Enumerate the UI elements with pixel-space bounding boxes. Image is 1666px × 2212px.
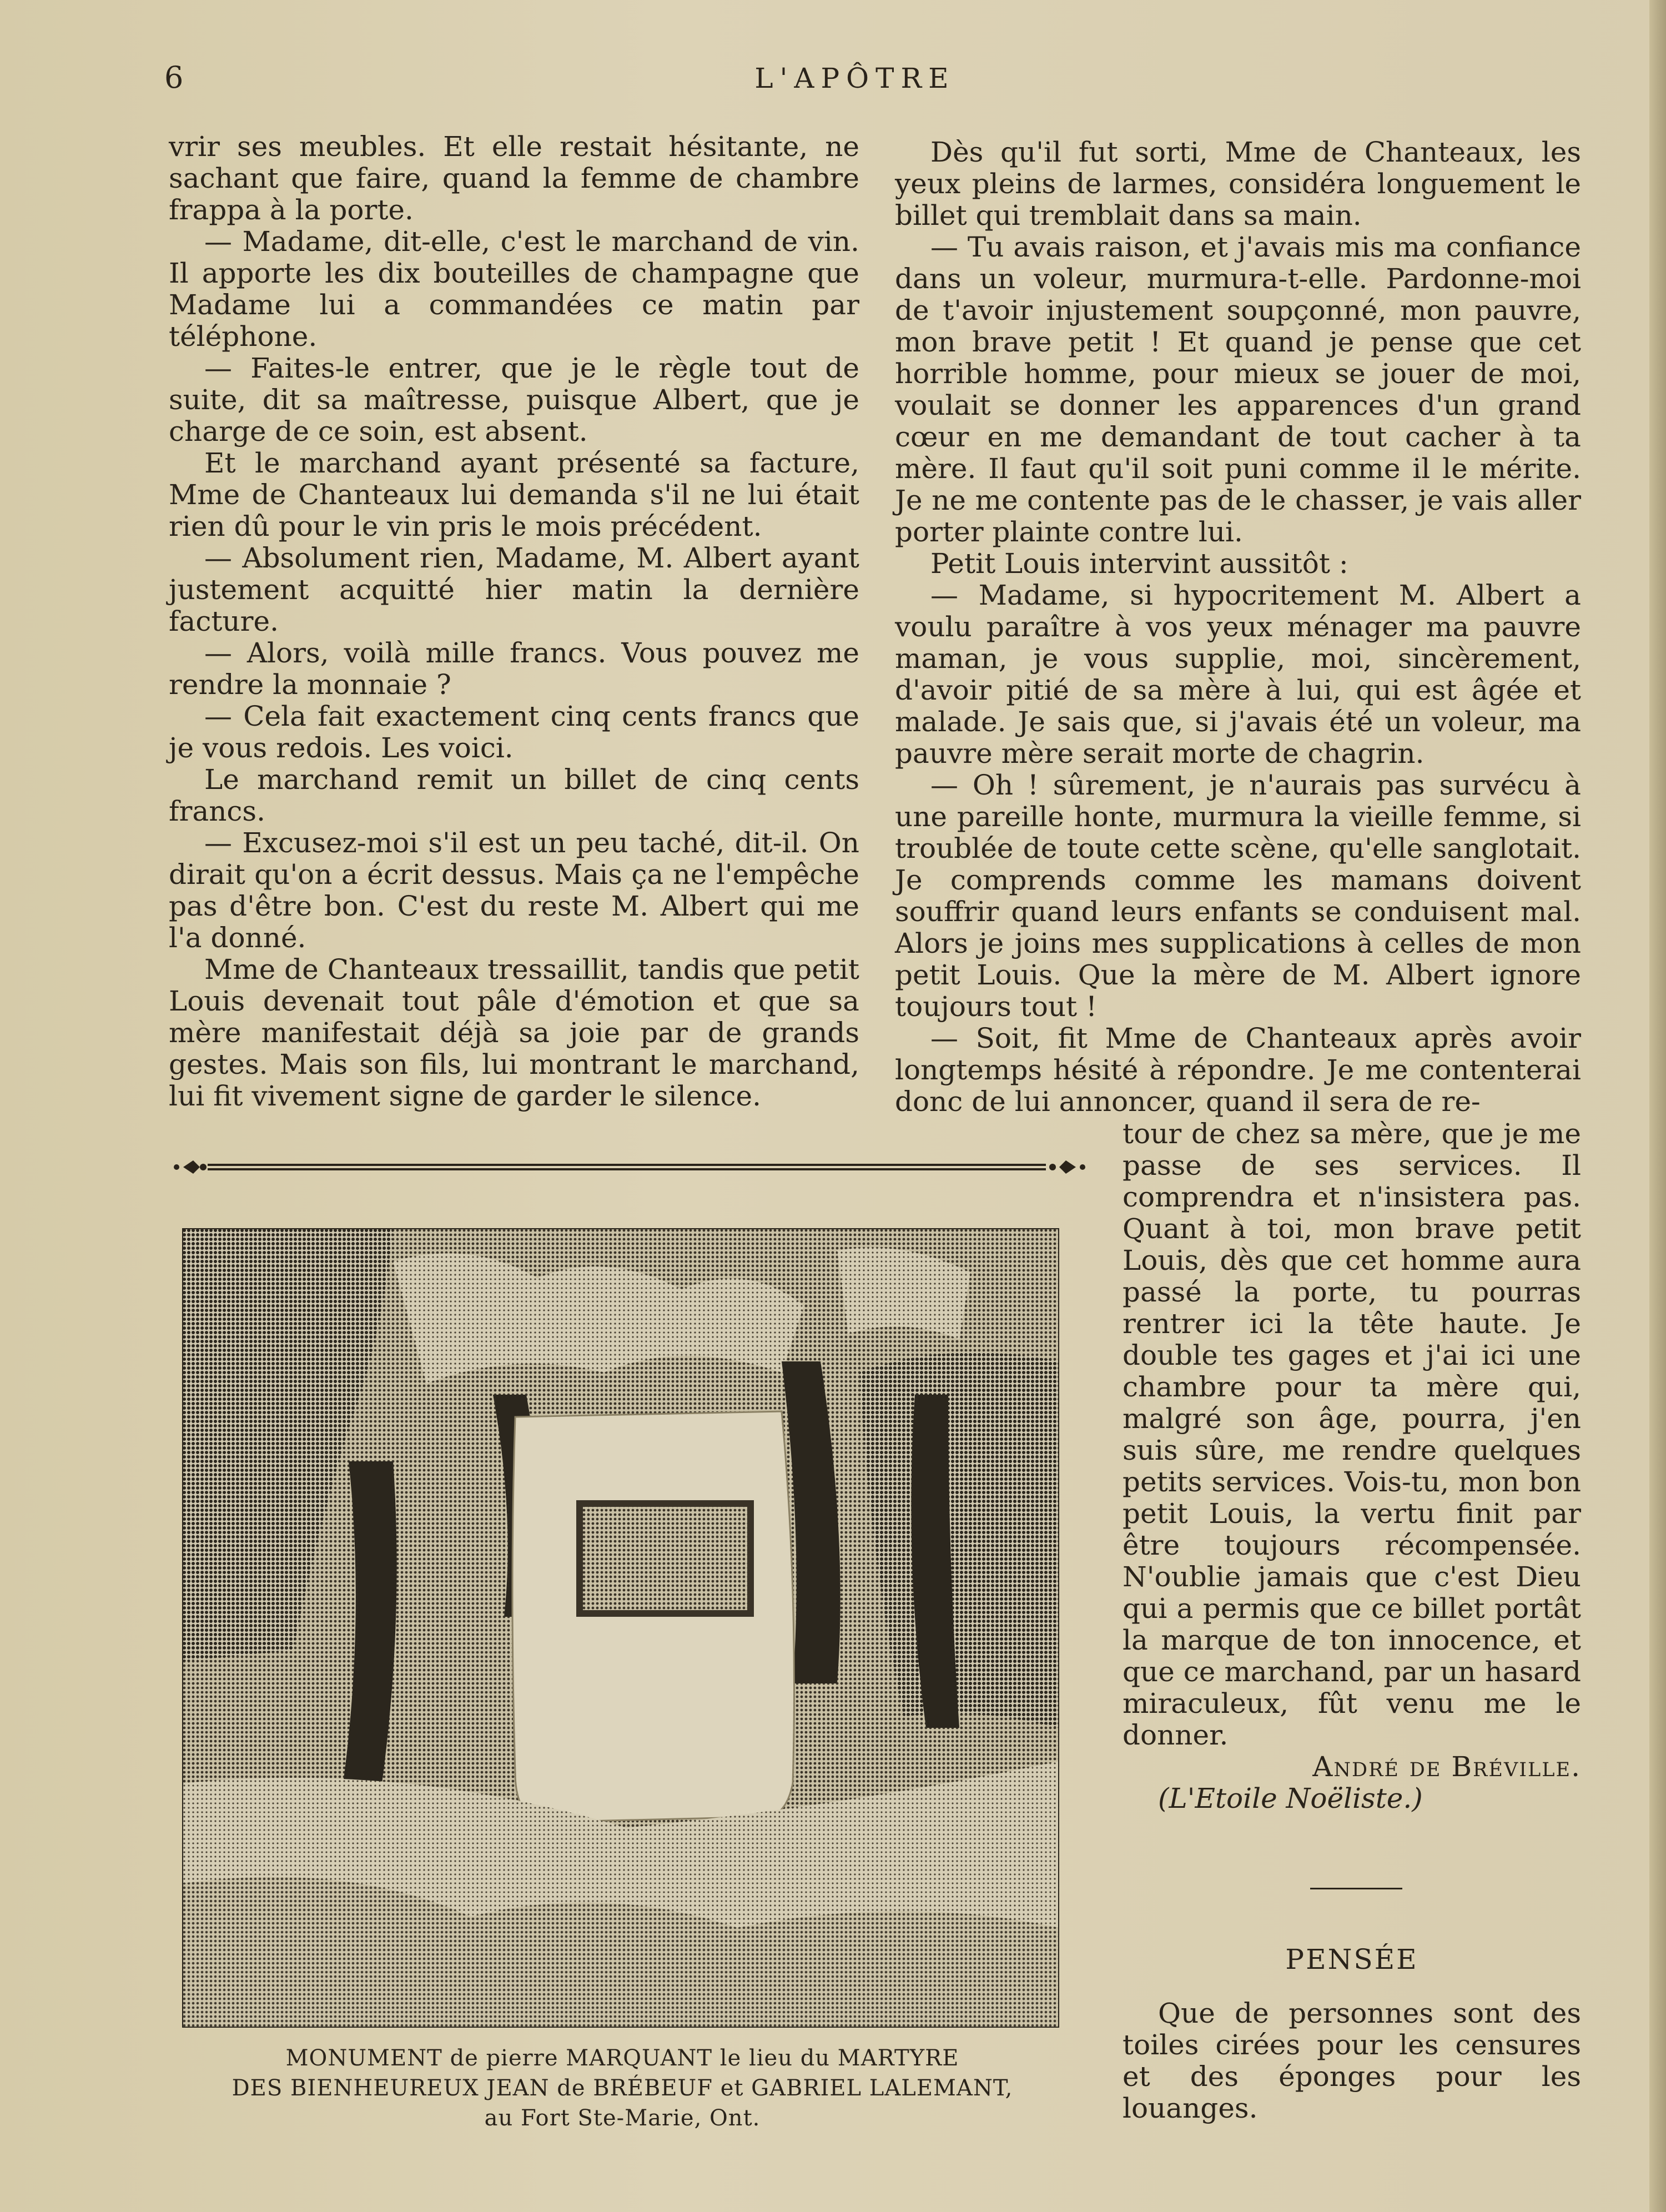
source-citation: (L'Etoile Noëliste.) bbox=[1158, 1782, 1423, 1814]
paragraph: Le marchand remit un billet de cinq cents francs. bbox=[169, 763, 859, 827]
paragraph: Et le marchand ayant présenté sa facture, Mme de Chanteaux lui demanda s'il ne lui était rien dû pour le vin pris le mois précédent. bbox=[169, 447, 859, 542]
caption-line: au Fort Ste-Marie, Ont. bbox=[484, 2105, 761, 2131]
photo-caption bbox=[153, 2043, 1091, 2133]
paragraph: — Madame, si hypocritement M. Albert a voulu paraître à vos yeux ménager ma pauvre maman, je vous supplie, moi, sincèrement, d'avoir pitié de sa mère à lui, qui est âgée et malade. Je sais que, si j'avais été un voleur, ma pauvre mère serait morte de chagrin. bbox=[895, 579, 1581, 770]
pensee-title: PENSÉE bbox=[1285, 1943, 1418, 1975]
paragraph: — Excusez-moi s'il est un peu taché, dit-il. On dirait qu'on a écrit dessus. Mais ça ne l'empêche pas d'être bon. C'est du reste M. Albert qui me l'a donné. bbox=[169, 827, 859, 954]
pensee-text-block bbox=[1123, 1998, 1581, 2124]
right-text-column bbox=[895, 137, 1581, 1118]
page-edge bbox=[1649, 0, 1666, 2212]
paragraph: — Alors, voilà mille francs. Vous pouvez me rendre la monnaie ? bbox=[169, 637, 859, 701]
page-number: 6 bbox=[164, 60, 184, 95]
paragraph: — Madame, dit-elle, c'est le marchand de vin. Il apporte les dix bouteilles de champagne que Madame lui a commandées ce matin par téléphone. bbox=[169, 225, 859, 353]
paragraph: vrir ses meubles. Et elle restait hésitante, ne sachant que faire, quand la femme de chambre frappa à la porte. bbox=[169, 130, 859, 226]
paragraph: Dès qu'il fut sorti, Mme de Chanteaux, les yeux pleins de larmes, considéra longuement le billet qui tremblait dans sa main. bbox=[895, 136, 1581, 232]
right-text-column-continued bbox=[1123, 1118, 1581, 1814]
author-signature: André de Bréville. bbox=[1312, 1751, 1581, 1783]
paragraph: — Cela fait exactement cinq cents francs que je vous redois. Les voici. bbox=[169, 700, 859, 764]
pensee-text: Que de personnes sont des toiles cirées pour les censures et des éponges pour les louanges. bbox=[1123, 1997, 1581, 2124]
paragraph: — Absolument rien, Madame, M. Albert ayant justement acquitté hier matin la dernière facture. bbox=[169, 542, 859, 637]
paragraph: — Oh ! sûrement, je n'aurais pas survécu à une pareille honte, murmura la vieille femme, si troublée de toute cette scène, qu'elle sanglotait. Je comprends comme les mamans doivent souffrir quand leurs enfants se conduisent mal. Alors je joins mes supplications à celles de mon petit Louis. Que la mère de M. Albert ignore toujours tout ! bbox=[895, 769, 1581, 1023]
paragraph: — Faites-le entrer, que je le règle tout de suite, dit sa maîtresse, puisque Albert, que je charge de ce soin, est absent. bbox=[169, 352, 859, 448]
left-text-column bbox=[169, 131, 859, 1112]
running-head-title: L'APÔTRE bbox=[754, 62, 955, 94]
paragraph: — Soit, fit Mme de Chanteaux après avoir longtemps hésité à répondre. Je me contenterai donc de lui annoncer, quand il sera de re- bbox=[895, 1022, 1581, 1118]
section-separator bbox=[1310, 1888, 1402, 1889]
paragraph: tour de chez sa mère, que je me passe de ses services. Il comprendra et n'insistera pas. Quant à toi, mon brave petit Louis, dès que cet homme aura passé la porte, tu pourras rentrer ici la tête haute. Je double tes gages et j'ai ici une chambre pour ta mère qui, malgré son âge, pourra, j'en suis sûre, me rendre quelques petits services. Vois-tu, mon bon petit Louis, la vertu finit par être toujours récompensée. N'oublie jamais que c'est Dieu qui a permis que ce billet portât la marque de ton innocence, et que ce marchand, par un hasard miraculeux, fût venu me le donner. bbox=[1123, 1118, 1581, 1751]
ornamental-rule bbox=[169, 1156, 1090, 1178]
caption-line: MONUMENT de pierre MARQUANT le lieu du MARTYRE bbox=[285, 2045, 959, 2071]
paragraph: Mme de Chanteaux tressaillit, tandis que petit Louis devenait tout pâle d'émotion et que sa mère manifestait déjà sa joie par de grands gestes. Mais son fils, lui montrant le marchand, lui fit vivement signe de garder le silence. bbox=[169, 953, 859, 1112]
paragraph: — Tu avais raison, et j'avais mis ma confiance dans un voleur, murmura-t-elle. Pardonne-moi de t'avoir injustement soupçonné, mon pauvre, mon brave petit ! Et quand je pense que cet horrible homme, pour mieux se jouer de moi, voulait se donner les apparences d'un grand cœur en me demandant de tout cacher à ta mère. Il faut qu'il soit puni comme il le mérite. Je ne me contente pas de le chasser, je vais aller porter plainte contre lui. bbox=[895, 231, 1581, 548]
paragraph: Petit Louis intervint aussitôt : bbox=[930, 547, 1348, 580]
caption-line: DES BIENHEUREUX JEAN de BRÉBEUF et GABRIEL LALEMANT, bbox=[231, 2075, 1013, 2101]
monument-photo bbox=[182, 1228, 1059, 2028]
